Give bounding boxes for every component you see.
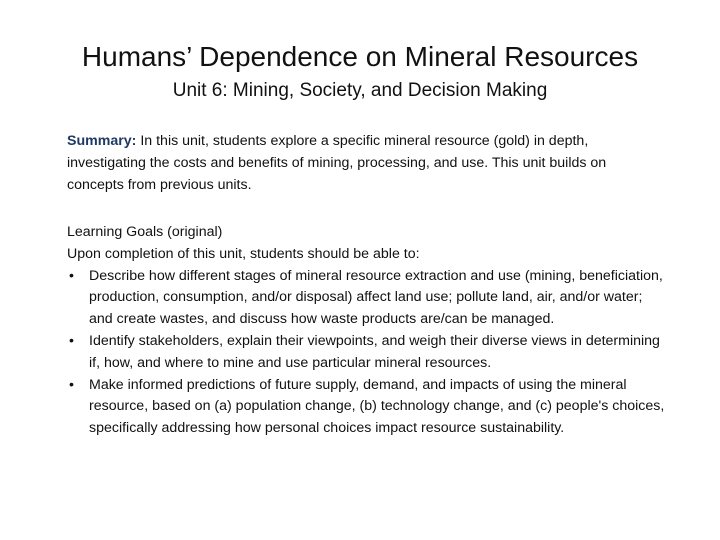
summary-text: In this unit, students explore a specific mineral resource (gold) in depth, investigating the costs and benefits of mining, processing, and use. This unit builds on concepts from previous units. xyxy=(67,133,607,193)
goal-item xyxy=(67,375,667,440)
learning-goals-intro: Upon completion of this unit, students should be able to: xyxy=(67,245,420,262)
summary-label: Summary: xyxy=(67,133,137,149)
goal-item xyxy=(67,331,667,375)
goal-text: Describe how different stages of mineral resource extraction and use (mining, beneficiation, production, consumption, and/or disposal) affect land use; pollute land, air, and/or water; and create wastes, and discuss how waste products are/can be managed. xyxy=(89,267,663,328)
goal-text: Identify stakeholders, explain their viewpoints, and weigh their diverse views in determining if, how, and where to mine and use particular mineral resources. xyxy=(89,332,660,371)
goal-text: Make informed predictions of future supply, demand, and impacts of using the mineral resource, based on (a) population change, (b) technology change, and (c) people's choices, specifically addressing how personal choices impact resource sustainability. xyxy=(89,376,665,437)
summary-paragraph xyxy=(67,131,657,196)
bullet-icon: • xyxy=(69,376,74,393)
learning-goals-heading: Learning Goals (original) xyxy=(67,224,223,240)
slide-title: Humans’ Dependence on Mineral Resources xyxy=(81,41,639,72)
goal-item xyxy=(67,266,667,331)
bullet-icon: • xyxy=(69,332,74,349)
bullet-icon: • xyxy=(69,267,74,284)
learning-goals xyxy=(67,222,667,440)
slide-subtitle: Unit 6: Mining, Society, and Decision Making xyxy=(172,80,548,101)
learning-goals-list xyxy=(67,266,667,440)
